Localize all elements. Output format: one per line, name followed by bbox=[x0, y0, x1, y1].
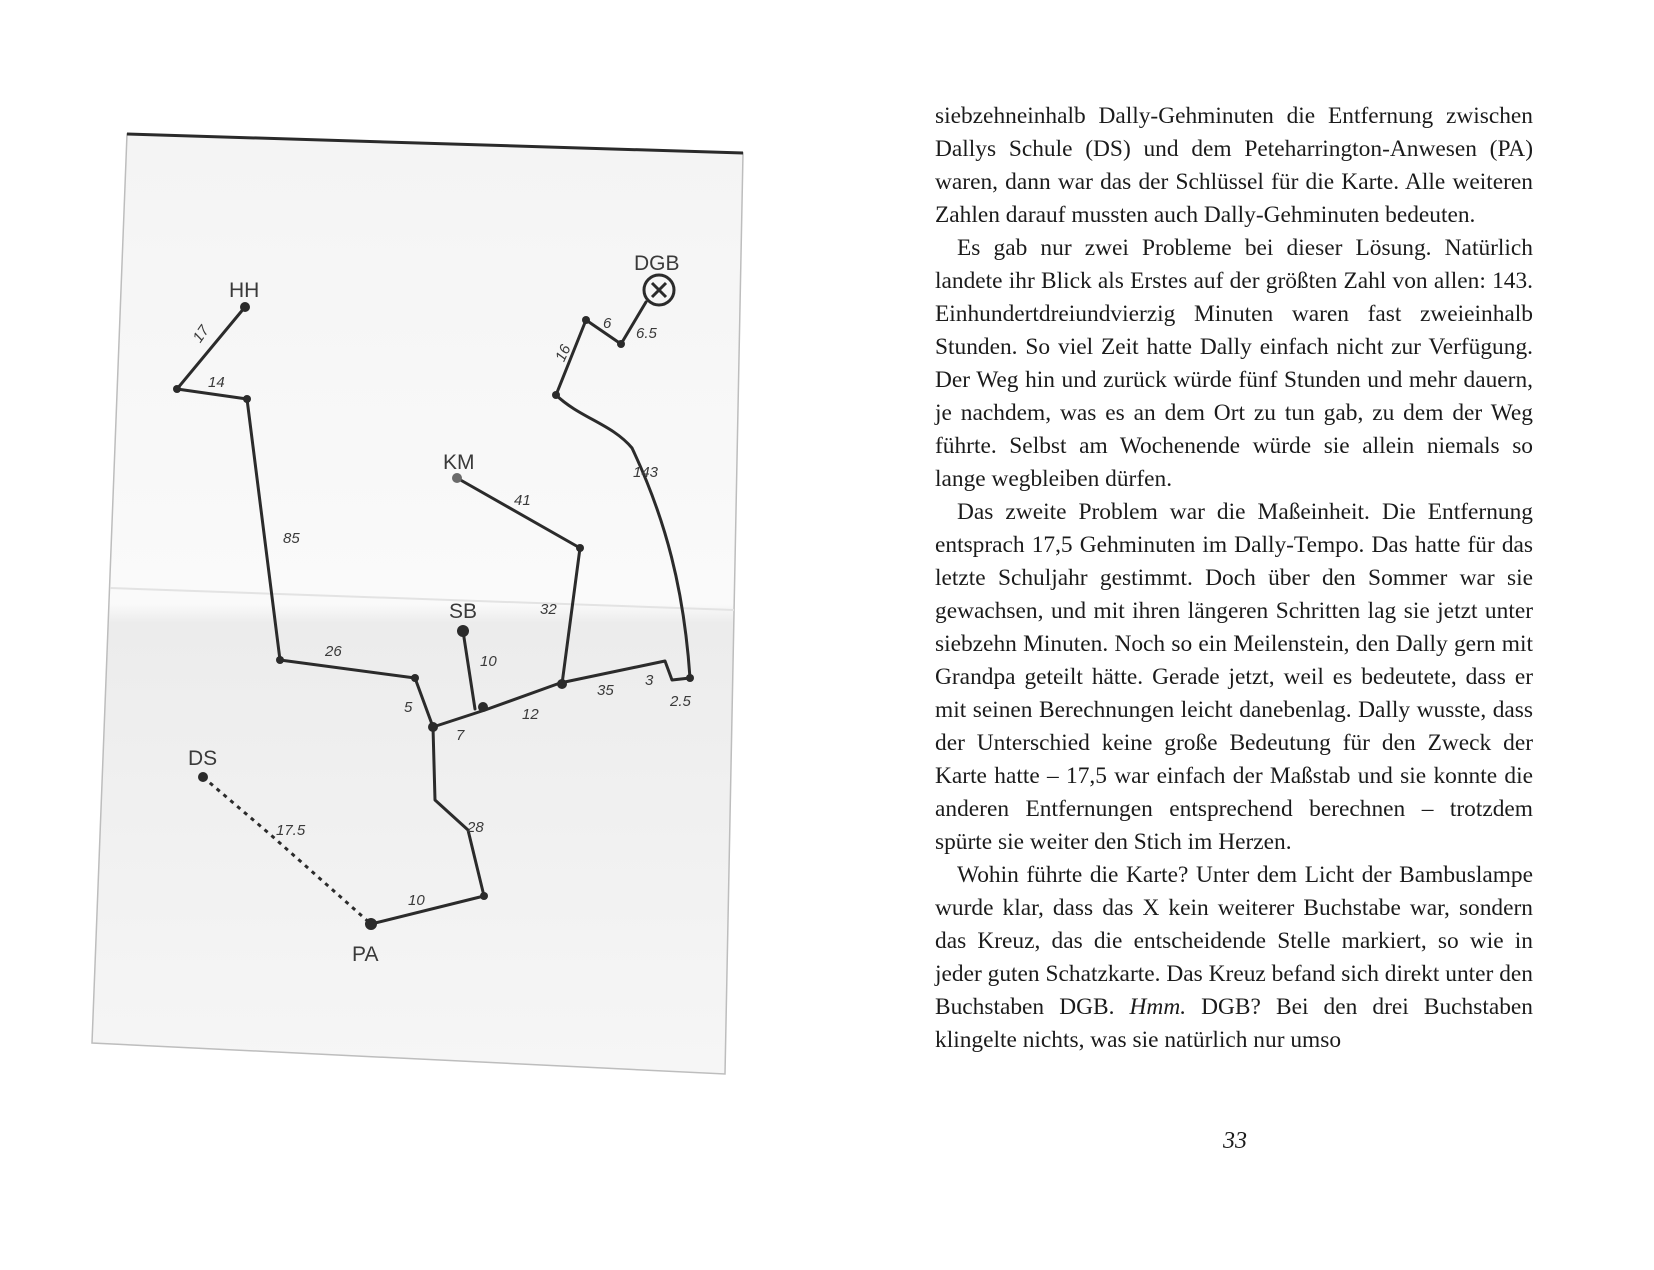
treasure-map-photo bbox=[0, 0, 800, 1100]
node-sb-junction bbox=[478, 702, 488, 712]
paragraph-4-text-b: DGB? Bei den drei Buchstaben klingelte nichts, was sie natürlich nur umso bbox=[935, 994, 1533, 1053]
paragraph-2: Es gab nur zwei Probleme bei dieser Lösung. Natürlich landete ihr Blick als Erstes auf der größten Zahl von allen: 143. Einhundertdreiundvierzig Minuten waren fast zweieinhalb Stunden. So viel Zeit hatte Dally einfach nicht zur Verfügung. Der Weg hin und zurück würde fünf Stunden und mehr dauern, je nachdem, was es an dem Ort zu tun gab, zu dem der Weg führte. Selbst am Wochenende würde sie allein niemals so lange wegbleiben dürfen. bbox=[935, 235, 1533, 492]
distance-label: 3 bbox=[645, 672, 654, 689]
distance-label: 12 bbox=[522, 706, 539, 723]
paragraph-1: siebzehneinhalb Dally-Gehminuten die Entfernung zwischen Dallys Schule (DS) und dem Peteharrington-Anwesen (PA) waren, dann war das der Schlüssel für die Karte. Alle weiteren Zahlen darauf mussten auch Dally-Gehminuten bedeuten. bbox=[935, 103, 1533, 228]
distance-label: 35 bbox=[597, 682, 614, 699]
distance-label: 5 bbox=[404, 699, 413, 716]
distance-label: 32 bbox=[540, 601, 557, 618]
node-sb bbox=[457, 625, 469, 637]
distance-label: 17.5 bbox=[276, 822, 306, 839]
map-paper bbox=[92, 134, 743, 1074]
node-pa bbox=[365, 918, 377, 930]
place-label-km: KM bbox=[443, 451, 475, 474]
distance-label: 85 bbox=[283, 530, 300, 547]
node-6-end bbox=[617, 340, 625, 348]
distance-label: 41 bbox=[514, 492, 531, 509]
node-hh bbox=[240, 302, 250, 312]
node-km-corner bbox=[576, 544, 584, 552]
distance-label: 28 bbox=[467, 819, 484, 836]
node-32-junction bbox=[557, 679, 567, 689]
node-85-corner bbox=[276, 656, 284, 664]
node-26-end bbox=[411, 674, 419, 682]
distance-label: 14 bbox=[208, 374, 225, 391]
paragraph-4-text-a: Wohin führte die Karte? Unter dem Licht der Bambuslampe wurde klar, dass das X kein weiterer Buchstabe war, sondern das Kreuz, das die entscheidende Stelle markiert, so wie in jeder guten Schatzkarte. Das Kreuz befand sich direkt unter den Buchstaben DGB. bbox=[935, 862, 1533, 1020]
paragraph-3: Das zweite Problem war die Maßeinheit. Die Entfernung entsprach 17,5 Gehminuten im Dally-Tempo. Das hatte für das letzte Schuljahr gestimmt. Doch über den Sommer war sie gewachsen, und mit ihren längeren Schritten lag sie jetzt unter siebzehn Minuten. Noch so ein Meilenstein, den Dally gern mit Grandpa geteilt hätte. Gerade jetzt, weil es bedeutete, dass er mit seinen Berechnungen leicht danebenlag. Dally wusste, dass der Unterschied keine große Bedeutung für den Zweck der Karte hatte – 17,5 war einfach der Maßstab und sie konnte die anderen Entfernungen entsprechend berechnen – trotzdem spürte sie weiter den Stich im Herzen. bbox=[935, 499, 1533, 855]
node-km bbox=[452, 473, 462, 483]
distance-label: 17 bbox=[189, 322, 213, 346]
place-label-ds: DS bbox=[188, 747, 218, 770]
node-hh-corner bbox=[243, 395, 251, 403]
paragraph-4-emphasis: Hmm. bbox=[1129, 994, 1187, 1020]
distance-label: 7 bbox=[456, 727, 465, 744]
node-2-5-corner bbox=[686, 674, 694, 682]
distance-label: 26 bbox=[325, 643, 342, 660]
node-ds bbox=[198, 772, 208, 782]
node-16-end bbox=[582, 316, 590, 324]
paragraph-4 bbox=[935, 859, 1533, 1057]
body-text bbox=[935, 100, 1533, 1057]
page-number: 33 bbox=[1223, 1128, 1247, 1154]
node-28-corner bbox=[480, 892, 488, 900]
distance-label: 6.5 bbox=[636, 325, 657, 342]
distance-label: 10 bbox=[408, 892, 425, 909]
place-label-dgb: DGB bbox=[634, 252, 680, 275]
node-143-corner bbox=[552, 391, 560, 399]
place-label-sb: SB bbox=[449, 600, 478, 623]
distance-label: 2.5 bbox=[670, 693, 691, 710]
distance-label: 16 bbox=[552, 342, 575, 365]
distance-label: 143 bbox=[633, 464, 659, 481]
distance-label: 6 bbox=[603, 315, 612, 332]
node-junction bbox=[428, 722, 438, 732]
node-hh-bend bbox=[173, 385, 181, 393]
distance-label: 10 bbox=[480, 653, 497, 670]
place-label-pa: PA bbox=[352, 943, 379, 966]
place-label-hh: HH bbox=[229, 279, 260, 302]
